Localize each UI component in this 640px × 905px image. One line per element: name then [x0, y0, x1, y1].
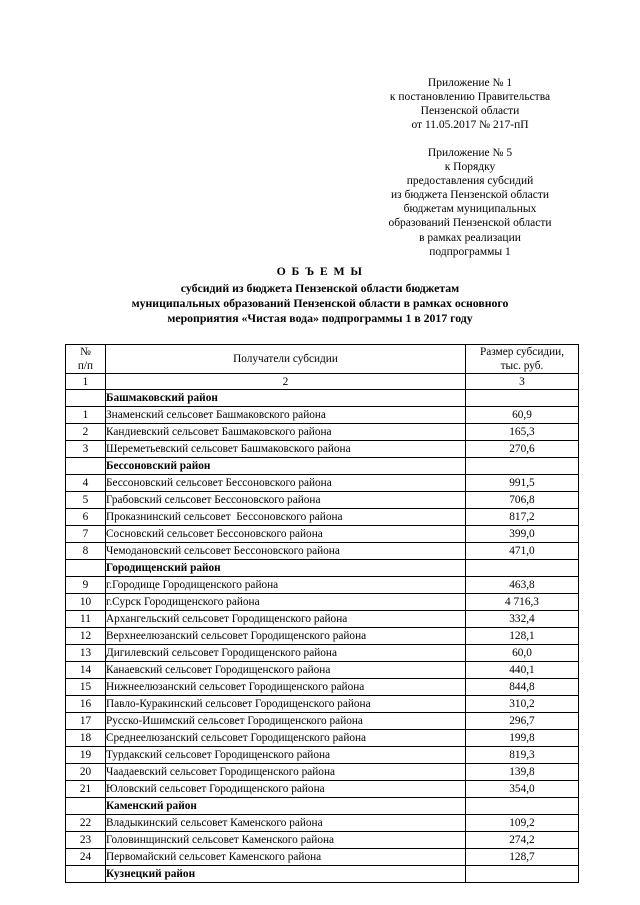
recipient-name: Дигилевский сельсовет Городищенского района: [106, 645, 466, 662]
subsidy-amount: [466, 798, 579, 815]
subsidy-amount: [466, 458, 579, 475]
recipient-name: Знаменский сельсовет Башмаковского района: [106, 407, 466, 424]
subsidy-amount: 463,8: [466, 577, 579, 594]
recipient-name: Павло-Куракинский сельсовет Городищенского района: [106, 696, 466, 713]
table-row: [66, 832, 579, 849]
district-name: Городищенский район: [106, 560, 466, 577]
table-row: [66, 441, 579, 458]
subsidy-amount: 991,5: [466, 475, 579, 492]
table-header: [66, 345, 579, 390]
row-number: 20: [66, 764, 106, 781]
subsidy-amount: 60,9: [466, 407, 579, 424]
row-number: [66, 798, 106, 815]
district-header-row: [66, 560, 579, 577]
recipient-name: Нижнеелюзанский сельсовет Городищенского района: [106, 679, 466, 696]
table-row: [66, 509, 579, 526]
table-body: [66, 390, 579, 883]
reference-line: бюджетам муниципальных: [403, 203, 537, 216]
row-number: [66, 560, 106, 577]
row-number: 21: [66, 781, 106, 798]
row-number: 16: [66, 696, 106, 713]
row-number: [66, 866, 106, 883]
table-column-number-row: [66, 374, 579, 390]
recipient-name: Сосновский сельсовет Бессоновского района: [106, 526, 466, 543]
table-row: [66, 849, 579, 866]
subsidy-amount: 4 716,3: [466, 594, 579, 611]
district-name: Башмаковский район: [106, 390, 466, 407]
subsidy-amount: 471,0: [466, 543, 579, 560]
row-number: 13: [66, 645, 106, 662]
district-header-row: [66, 458, 579, 475]
row-number: 12: [66, 628, 106, 645]
recipient-name: Чемодановский сельсовет Бессоновского района: [106, 543, 466, 560]
reference-line: к Порядку: [444, 161, 496, 174]
recipient-name: Юловский сельсовет Городищенского района: [106, 781, 466, 798]
table-row: [66, 526, 579, 543]
row-number: 14: [66, 662, 106, 679]
subsidy-amount: 706,8: [466, 492, 579, 509]
header-amount: [466, 345, 579, 374]
table-row: [66, 628, 579, 645]
subsidy-amount: [466, 390, 579, 407]
row-number: 10: [66, 594, 106, 611]
subsidy-amount: 296,7: [466, 713, 579, 730]
table-row: [66, 407, 579, 424]
row-number: 3: [66, 441, 106, 458]
subsidy-amount: 60,0: [466, 645, 579, 662]
document-subtitle-line: мероприятия «Чистая вода» подпрограммы 1 в 2017 году: [167, 311, 473, 326]
table-row: [66, 662, 579, 679]
subsidy-amount: 109,2: [466, 815, 579, 832]
reference-line: подпрограммы 1: [429, 245, 511, 258]
table-row: [66, 679, 579, 696]
table-row: [66, 594, 579, 611]
subsidy-amount: 354,0: [466, 781, 579, 798]
document-subtitle: [60, 281, 580, 327]
row-number: 24: [66, 849, 106, 866]
row-number: 19: [66, 747, 106, 764]
table-row: [66, 424, 579, 441]
reference-line: в рамках реализации: [419, 231, 521, 244]
row-number: 15: [66, 679, 106, 696]
document-subtitle-line: субсидий из бюджета Пензенской области бюджетам: [180, 281, 460, 295]
district-header-row: [66, 798, 579, 815]
district-header-row: [66, 390, 579, 407]
header-amount-line2: тыс. руб.: [500, 360, 544, 372]
table-row: [66, 611, 579, 628]
subsidy-amount: 399,0: [466, 526, 579, 543]
row-number: 8: [66, 543, 106, 560]
subsidy-amount: 128,1: [466, 628, 579, 645]
document-subtitle-line: муниципальных образований Пензенской области в рамках основного: [131, 296, 509, 311]
header-number: [66, 345, 106, 374]
subsidy-amount: 128,7: [466, 849, 579, 866]
recipient-name: Верхнеелюзанский сельсовет Городищенского района: [106, 628, 466, 645]
table-row: [66, 747, 579, 764]
header-number-line1: №: [80, 346, 91, 358]
appendix-1-reference: [330, 76, 610, 132]
reference-line: к постановлению Правительства: [389, 91, 551, 104]
subsidy-amount: [466, 560, 579, 577]
district-name: Каменский район: [106, 798, 466, 815]
reference-line: Пензенской области: [420, 105, 520, 118]
subsidy-amount: 332,4: [466, 611, 579, 628]
reference-line: от 11.05.2017 № 217-пП: [411, 119, 529, 132]
recipient-name: Грабовский сельсовет Бессоновского района: [106, 492, 466, 509]
recipient-name: Владыкинский сельсовет Каменского района: [106, 815, 466, 832]
recipient-name: Кандиевский сельсовет Башмаковского района: [106, 424, 466, 441]
table-row: [66, 645, 579, 662]
reference-line: Приложение № 5: [427, 147, 513, 159]
row-number: 6: [66, 509, 106, 526]
recipient-name: Первомайский сельсовет Каменского района: [106, 849, 466, 866]
column-number-3: 3: [466, 374, 579, 390]
table-row: [66, 730, 579, 747]
table-row: [66, 577, 579, 594]
column-number-2: 2: [106, 374, 466, 390]
recipient-name: г.Городище Городищенского района: [106, 577, 466, 594]
recipient-name: Проказнинский сельсовет Бессоновского района: [106, 509, 466, 526]
district-name: Бессоновский район: [106, 458, 466, 475]
table-row: [66, 543, 579, 560]
subsidy-amount: 844,8: [466, 679, 579, 696]
row-number: 22: [66, 815, 106, 832]
reference-line: из бюджета Пензенской области: [390, 189, 550, 202]
row-number: 18: [66, 730, 106, 747]
subsidy-amount: [466, 866, 579, 883]
row-number: [66, 390, 106, 407]
row-number: 9: [66, 577, 106, 594]
reference-line: предоставления субсидий: [406, 175, 534, 188]
reference-line: образований Пензенской области: [388, 217, 552, 230]
subsidy-amount: 139,8: [466, 764, 579, 781]
table-row: [66, 815, 579, 832]
recipient-name: Среднеелюзанский сельсовет Городищенского района: [106, 730, 466, 747]
table-header-row: [66, 345, 579, 374]
recipient-name: Головинщинский сельсовет Каменского района: [106, 832, 466, 849]
appendix-5-reference: [330, 146, 610, 259]
recipient-name: Шереметьевский сельсовет Башмаковского района: [106, 441, 466, 458]
subsidy-amount: 819,3: [466, 747, 579, 764]
document-heading: О Б Ъ Е М Ы: [276, 264, 364, 278]
recipient-name: г.Сурск Городищенского района: [106, 594, 466, 611]
row-number: 5: [66, 492, 106, 509]
subsidy-amount: 440,1: [466, 662, 579, 679]
row-number: 1: [66, 407, 106, 424]
subsidy-amount: 310,2: [466, 696, 579, 713]
district-name: Кузнецкий район: [106, 866, 466, 883]
table-row: [66, 713, 579, 730]
subsidy-amount: 817,2: [466, 509, 579, 526]
row-number: 7: [66, 526, 106, 543]
row-number: 4: [66, 475, 106, 492]
row-number: [66, 458, 106, 475]
recipient-name: Архангельский сельсовет Городищенского района: [106, 611, 466, 628]
reference-line: Приложение № 1: [427, 77, 513, 89]
subsidy-amount: 199,8: [466, 730, 579, 747]
subsidy-amount: 274,2: [466, 832, 579, 849]
recipient-name: Бессоновский сельсовет Бессоновского района: [106, 475, 466, 492]
subsidy-amount: 270,6: [466, 441, 579, 458]
table-row: [66, 696, 579, 713]
table-row: [66, 764, 579, 781]
recipient-name: Канаевский сельсовет Городищенского района: [106, 662, 466, 679]
header-recipients: Получатели субсидии: [106, 345, 466, 374]
recipient-name: Чаадаевский сельсовет Городищенского района: [106, 764, 466, 781]
subsidy-amount: 165,3: [466, 424, 579, 441]
recipient-name: Турдакский сельсовет Городищенского района: [106, 747, 466, 764]
row-number: 23: [66, 832, 106, 849]
header-number-line2: п/п: [77, 360, 94, 372]
row-number: 2: [66, 424, 106, 441]
table-row: [66, 781, 579, 798]
column-number-1: 1: [66, 374, 106, 390]
subsidy-table: [65, 344, 579, 883]
row-number: 11: [66, 611, 106, 628]
district-header-row: [66, 866, 579, 883]
table-row: [66, 475, 579, 492]
row-number: 17: [66, 713, 106, 730]
recipient-name: Русско-Ишимский сельсовет Городищенского района: [106, 713, 466, 730]
header-amount-line1: Размер субсидии,: [479, 346, 565, 358]
table-row: [66, 492, 579, 509]
